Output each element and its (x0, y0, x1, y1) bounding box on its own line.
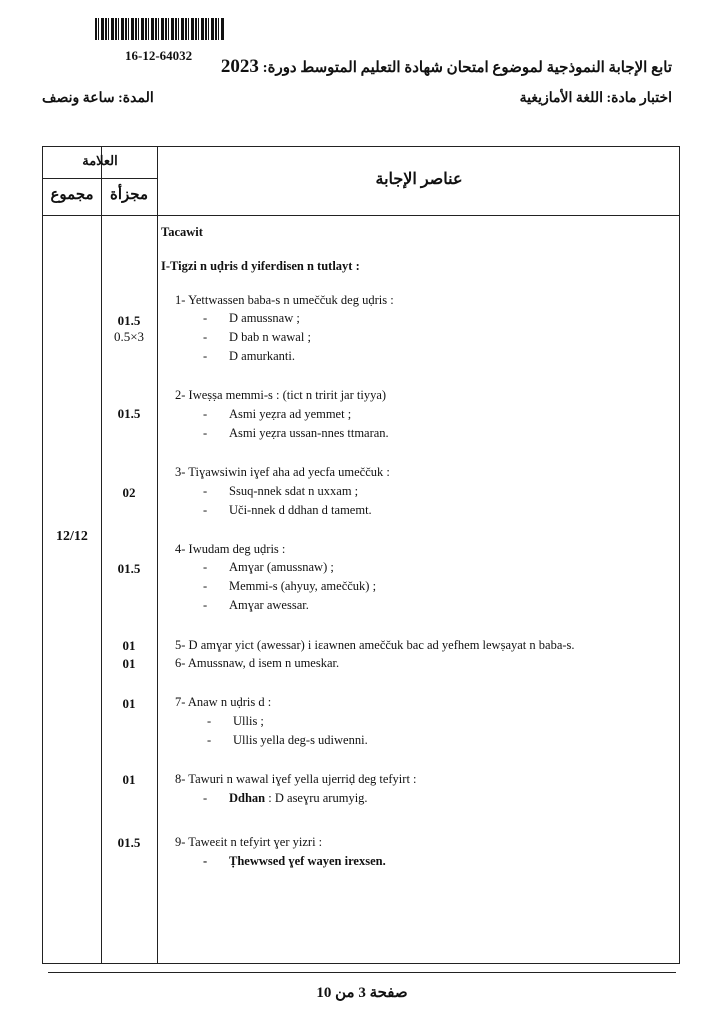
title-text: تابع الإجابة النموذجية لموضوع امتحان شهادة التعليم المتوسط دورة: (262, 60, 672, 76)
mark-value: 01 (122, 696, 136, 711)
question-6: 6- Amussnaw, d isem n umeskar. (175, 656, 340, 670)
answer-item: - Ssuq-nnek sdat n uxxam ; (203, 484, 359, 498)
header-mark: العلامة (82, 153, 118, 168)
question-3: 3- Tiɣawsiwin iɣef aha ad yecfa umeččuk : (175, 465, 390, 479)
answer-item: - D amussnaw ; (203, 311, 300, 325)
mark-q9 (101, 835, 157, 851)
question-2: 2- Iweṣṣa memmi-s : (tict n tririt jar tiyya) (175, 388, 387, 402)
answer-item: - Memmi-s (ahyuy, ameččuk) ; (203, 579, 377, 593)
barcode (95, 18, 225, 40)
mark-value: 01.5 (117, 835, 141, 850)
question-4: 4- Iwudam deg uḍris : (175, 542, 286, 556)
answer-item: - D amurkanti. (203, 349, 295, 363)
mark-value: 01 (122, 638, 136, 653)
answer-item: - Amɣar (amussnaw) ; (203, 560, 334, 574)
script-heading: Tacawit (161, 225, 203, 239)
answer-item: - Asmi yeẓra ad yemmet ; (203, 407, 352, 421)
answer-item: - Ṭhewwsed ɣef wayen irexsen. (203, 854, 386, 868)
mark-value: 02 (122, 485, 136, 500)
answer-item: - D bab n wawal ; (203, 330, 311, 344)
answer-item: - Ddhan : D aseɣru arumyig. (203, 791, 368, 805)
mark-q8 (101, 772, 157, 788)
mark-q6 (101, 656, 157, 672)
question-7: 7- Anaw n uḍris d : (175, 695, 272, 709)
mark-value: 01 (122, 772, 136, 787)
header-answers: عناصر الإجابة (375, 171, 463, 188)
header-total: مجموع (50, 187, 94, 203)
subject-label: اختبار مادة: اللغة الأمازيغية (519, 91, 672, 106)
answer-item: - Uči-nnek d ddhan d tamemt. (203, 503, 372, 517)
section-heading: I-Tigzi n uḍris d yiferdisen n tutlayt : (161, 259, 360, 273)
mark-q7 (101, 696, 157, 712)
answer-item: - Ullis ; (207, 714, 264, 728)
question-5: 5- D amɣar yict (awessar) i iɛawnen ameččuk bac ad yefhem lewṣayat n baba-s. (175, 638, 575, 652)
document-title (221, 56, 672, 78)
question-1: 1- Yettwassen baba-s n umeččuk deg uḍris : (175, 293, 394, 307)
document-code: 16-12-64032 (125, 48, 193, 63)
mark-q2 (101, 406, 157, 422)
mark-q4 (101, 561, 157, 577)
mark-breakdown: 0.5×3 (113, 329, 145, 344)
mark-value: 01.5 (117, 561, 141, 576)
row-divider (43, 178, 157, 179)
exam-year: 2023 (220, 56, 259, 77)
mark-value: 01 (122, 656, 136, 671)
page-number: صفحة 3 من 10 (316, 985, 408, 1001)
mark-value: 01.5 (117, 313, 141, 328)
total-mark: 12/12 (56, 529, 88, 544)
answer-item: - Ullis yella deg-s udiwenni. (207, 733, 368, 747)
footer-divider (48, 972, 676, 973)
column-divider (157, 147, 158, 963)
question-9: 9- Taweɛit n tefyirt ɣer yizri : (175, 835, 323, 849)
header-divider (43, 215, 679, 216)
mark-value: 01.5 (117, 406, 141, 421)
mark-q3 (101, 485, 157, 501)
header-part: مجزأة (109, 187, 149, 203)
answer-item: - Amɣar awessar. (203, 598, 309, 612)
answer-table (42, 146, 680, 964)
mark-q5 (101, 638, 157, 654)
duration-label: المدة: ساعة ونصف (42, 91, 154, 106)
mark-q1 (101, 313, 157, 345)
question-8: 8- Tawuri n wawal iɣef yella ujerriḍ deg tefyirt : (175, 772, 417, 786)
answer-item: - Asmi yeẓra ussan-nnes ttmaran. (203, 426, 389, 440)
